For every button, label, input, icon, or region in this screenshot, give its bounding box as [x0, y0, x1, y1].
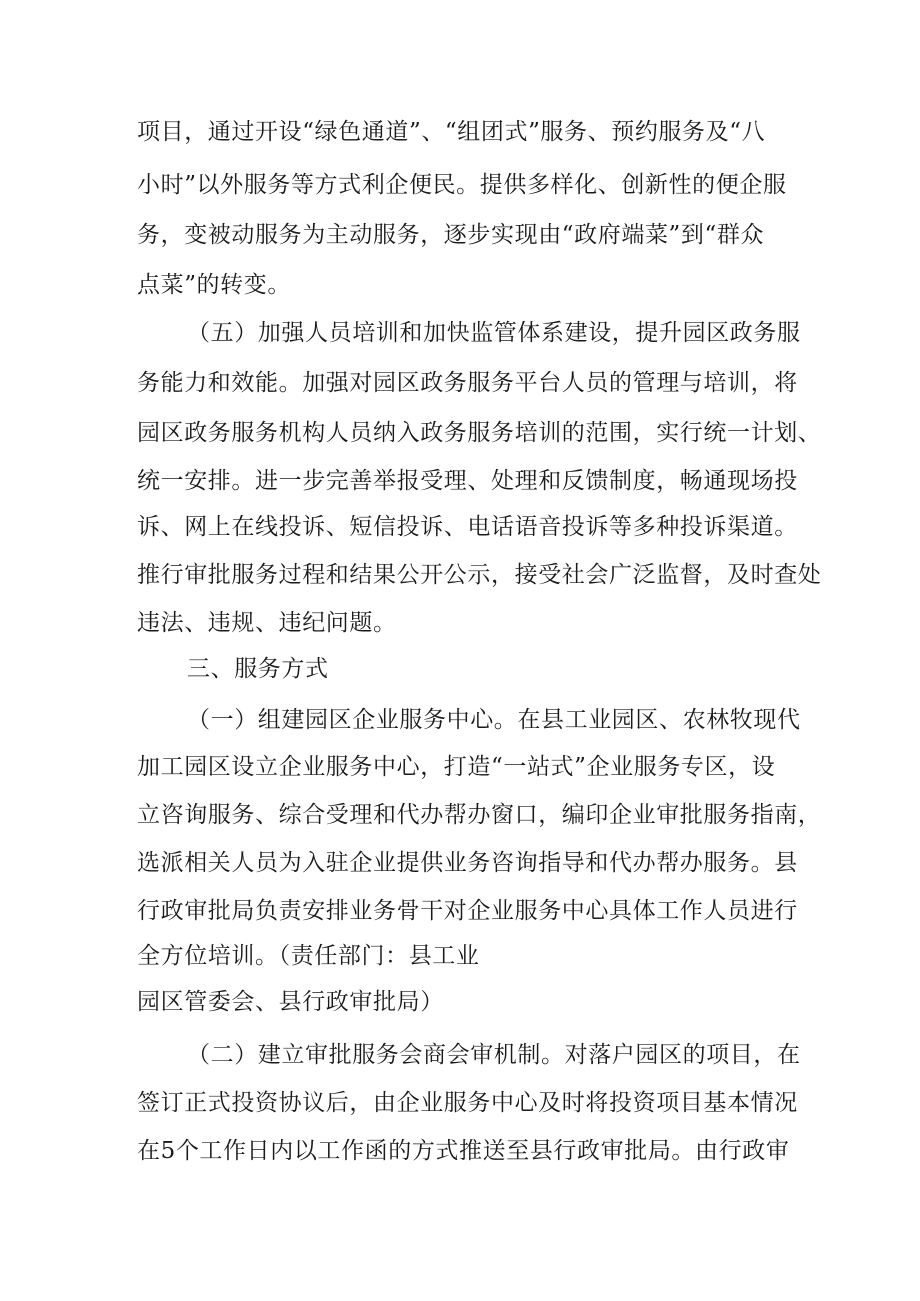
- text-line: 务，变被动服务为主动服务，逐步实现由“政府端菜”到“群众: [137, 222, 765, 248]
- text-line: 小时”以外服务等方式利企便民。提供多样化、创新性的便企服: [137, 172, 787, 198]
- text-line: 园区管委会、县行政审批局）: [137, 989, 444, 1015]
- text-line: 在5个工作日内以工作函的方式推送至县行政审批局。由行政审: [137, 1138, 790, 1164]
- text-line: 加工园区设立企业服务中心，打造“一站式”企业服务专区，设: [137, 754, 776, 780]
- text-line: 点菜”的转变。: [137, 272, 291, 298]
- text-line: 园区政务服务机构人员纳入政务服务培训的范围，实行统一计划、: [137, 420, 822, 446]
- text-line: 行政审批局负责安排业务骨干对企业服务中心具体工作人员进行: [137, 898, 798, 924]
- text-line: （五）加强人员培训和加快监管体系建设，提升园区政务服: [187, 320, 801, 346]
- section-heading: 三、服务方式: [187, 656, 329, 682]
- text-line: 违法、违规、违纪问题。: [137, 610, 397, 636]
- text-line: 项目，通过开设“绿色通道”、“组团式”服务、预约服务及“八: [137, 119, 766, 145]
- text-line: （二）建立审批服务会商会审机制。对落户园区的项目，在: [187, 1042, 801, 1068]
- text-line: 选派相关人员为入驻企业提供业务咨询指导和代办帮办服务。县: [137, 850, 798, 876]
- text-line: 签订正式投资协议后，由企业服务中心及时将投资项目基本情况: [137, 1090, 798, 1116]
- text-line: 全方位培训。（责任部门：县工业: [137, 943, 480, 969]
- text-line: （一）组建园区企业服务中心。在县工业园区、农林牧现代: [187, 707, 801, 733]
- text-line: 推行审批服务过程和结果公开公示，接受社会广泛监督，及时查处: [137, 562, 822, 588]
- text-line: 务能力和效能。加强对园区政务服务平台人员的管理与培训，将: [137, 370, 798, 396]
- text-line: 诉、网上在线投诉、短信投诉、电话语音投诉等多种投诉渠道。: [137, 514, 798, 540]
- text-line: 统一安排。进一步完善举报受理、处理和反馈制度，畅通现场投: [137, 468, 798, 494]
- text-line: 立咨询服务、综合受理和代办帮办窗口，编印企业审批服务指南，: [137, 802, 822, 828]
